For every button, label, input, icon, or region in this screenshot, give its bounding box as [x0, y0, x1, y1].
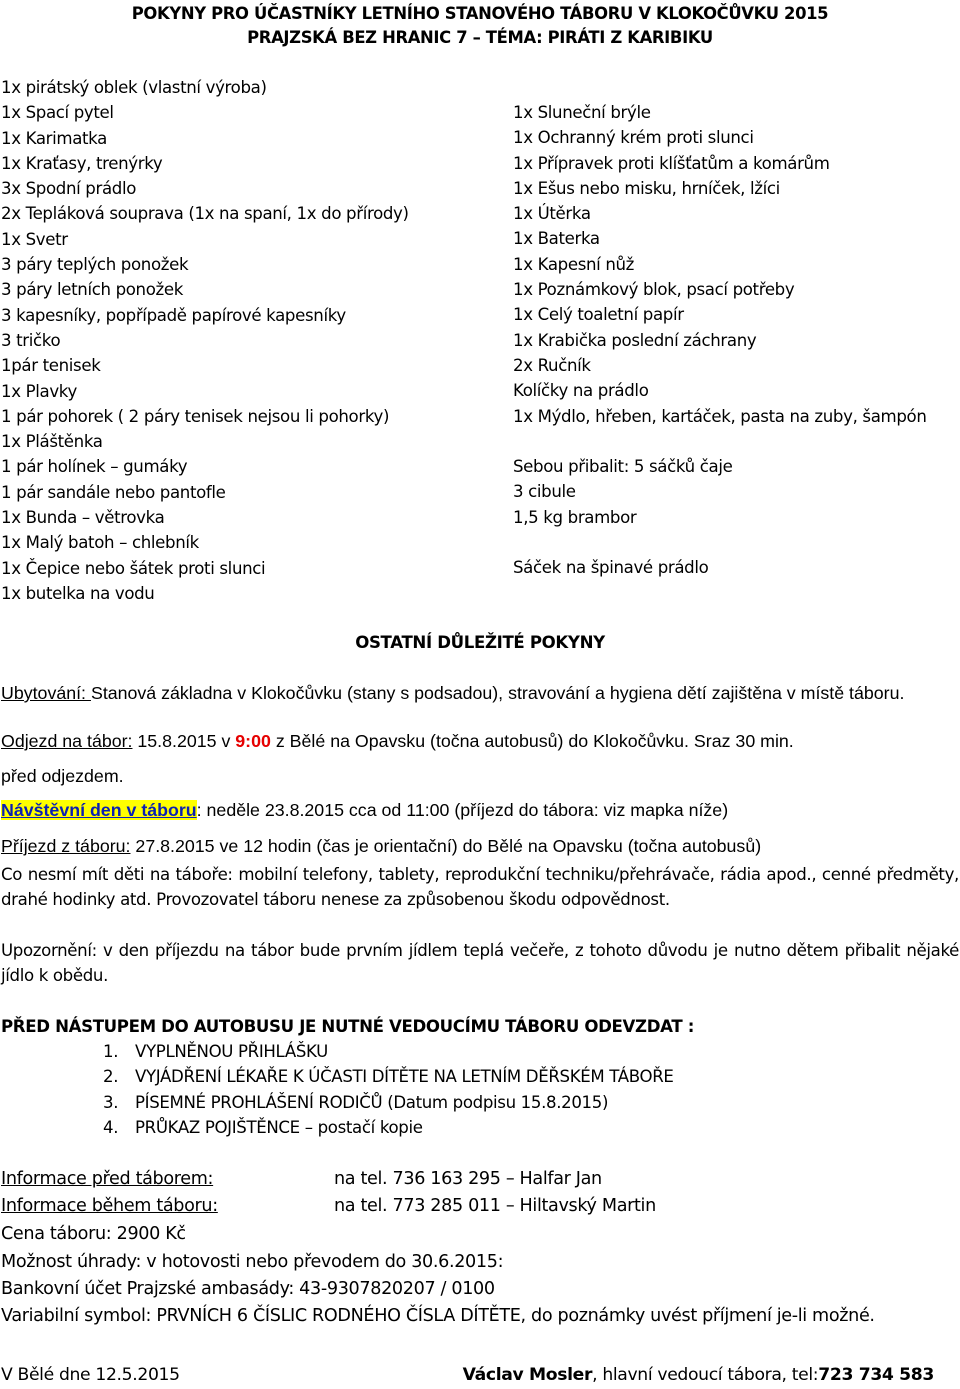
packing-item: 1x Svetr: [1, 229, 68, 249]
price: Cena táboru: 2900 Kč: [1, 1224, 186, 1244]
requirement-number: 3.: [103, 1092, 119, 1112]
packing-item: 1x Spací pytel: [1, 103, 114, 123]
packing-item: 1x Pláštěnka: [1, 432, 103, 452]
signature-phone: 723 734 583: [818, 1365, 934, 1385]
payment-options: Možnost úhrady: v hotovosti nebo převodem do 30.6.2015:: [1, 1252, 504, 1272]
requirement-item: [103, 1064, 674, 1089]
packing-item: 1x Mýdlo, hřeben, kartáček, pasta na zuby, šampón: [513, 406, 927, 426]
signature-name: Václav Mosler: [462, 1365, 593, 1385]
packing-item: Sáček na špinavé prádlo: [513, 558, 709, 578]
visit-day-label: Návštěvní den v táboru: [1, 800, 197, 820]
packing-item: Sebou přibalit: 5 sáčků čaje: [513, 457, 733, 477]
place-date: V Bělé dne 12.5.2015: [1, 1365, 180, 1385]
requirements-title: PŘED NÁSTUPEM DO AUTOBUSU JE NUTNÉ VEDOUCÍMU TÁBORU ODEVZDAT :: [1, 1017, 695, 1036]
requirement-text: PRŮKAZ POJIŠTĚNCE – postačí kopie: [135, 1117, 423, 1137]
packing-item: 3 cibule: [513, 482, 576, 502]
packing-item: 1x pirátský oblek (vlastní výroba): [1, 78, 267, 97]
requirement-number: 2.: [103, 1067, 119, 1087]
packing-item: 1 pár pohorek ( 2 páry tenisek nejsou li pohorky): [1, 406, 390, 426]
packing-item: 1x Baterka: [513, 229, 600, 249]
packing-item: 1x Plavky: [1, 381, 77, 401]
arrival-text: 27.8.2015 ve 12 hodin (čas je orientační) do Bělé na Opavsku (točna autobusů): [130, 836, 762, 856]
requirement-text: VYJÁDŘENÍ LÉKAŘE K ÚČASTI DÍTĚTE NA LETNÍM DĚŘSKÉM TÁBOŘE: [135, 1067, 674, 1087]
packing-item: 3 tričko: [1, 330, 61, 350]
arrival-label: Příjezd z táboru:: [1, 836, 131, 856]
packing-item: 3 páry teplých ponožek: [1, 255, 189, 275]
requirement-number: 1.: [103, 1042, 119, 1061]
packing-item: [513, 530, 927, 555]
packing-item: Kolíčky na prádlo: [513, 381, 649, 401]
forbidden-items-paragraph: Co nesmí mít děti na táboře: mobilní telefony, tablety, reprodukční techniku/přehrávače, rádia apod., cenné předměty, drahé hodinky atd. Provozovatel táboru nenese za způsobenou škodu odpovědnost.: [1, 865, 959, 910]
requirement-item: [103, 1115, 674, 1140]
packing-item: 1x Poznámkový blok, psací potřeby: [513, 280, 795, 300]
info-before-row: [1, 1166, 213, 1193]
packing-item: 1x Ochranný krém proti slunci: [513, 128, 754, 148]
document-title-line1: POKYNY PRO ÚČASTNÍKY LETNÍHO STANOVÉHO TÁBORU V KLOKOČŮVKU 2015: [131, 4, 829, 23]
packing-item: 1x butelka na vodu: [1, 583, 155, 603]
departure-time: 9:00: [235, 731, 271, 751]
requirement-text: PÍSEMNÉ PROHLÁŠENÍ RODIČŮ (Datum podpisu 15.8.2015): [135, 1092, 609, 1112]
packing-item: 1x Celý toaletní papír: [513, 305, 684, 325]
signature-role: , hlavní vedoucí tábora, tel:: [592, 1365, 819, 1385]
packing-item: 3 kapesníky, popřípadě papírové kapesníky: [1, 305, 346, 325]
departure-label: Odjezd na tábor:: [1, 731, 133, 751]
packing-item: 1x Bunda – větrovka: [1, 508, 165, 528]
packing-item: 1x Malý batoh – chlebník: [1, 533, 199, 553]
other-instructions-title: OSTATNÍ DŮLEŽITÉ POKYNY: [355, 633, 605, 652]
packing-item: 1x Přípravek proti klíšťatům a komárům: [513, 153, 830, 173]
departure-date: 15.8.2015 v: [132, 731, 236, 751]
info-during-label: Informace během táboru:: [1, 1196, 218, 1216]
packing-item: 1x Krabička poslední záchrany: [513, 330, 757, 350]
packing-item: 1 pár sandále nebo pantofle: [1, 482, 226, 502]
departure-place: z Bělé na Opavsku (točna autobusů) do Klokočůvku. Sraz 30 min.: [270, 731, 794, 751]
packing-item: 3x Spodní prádlo: [1, 179, 137, 199]
requirement-text: VYPLNĚNOU PŘIHLÁŠKU: [135, 1042, 328, 1061]
packing-item: 1pár tenisek: [1, 356, 101, 376]
requirements-list: [103, 1039, 674, 1140]
info-before-value: na tel. 736 163 295 – Halfar Jan: [334, 1169, 602, 1189]
packing-item: 1x Ešus nebo misku, hrníček, lžíci: [513, 178, 780, 198]
departure-line2: před odjezdem.: [1, 766, 124, 786]
packing-item: 3 páry letních ponožek: [1, 280, 184, 300]
packing-item: 1 pár holínek – gumáky: [1, 457, 188, 477]
accommodation-paragraph: [1, 682, 959, 705]
packing-item: 2x Ručník: [513, 355, 591, 375]
packing-item: [513, 429, 927, 454]
info-during-row: [1, 1193, 218, 1220]
packing-item: 1x Útěrka: [513, 204, 591, 224]
packing-item: 1x Kapesní nůž: [513, 254, 635, 274]
requirement-number: 4.: [103, 1117, 119, 1137]
requirement-item: [103, 1039, 674, 1064]
visit-day-text: : neděle 23.8.2015 cca od 11:00 (příjezd do tábora: viz mapka níže): [196, 800, 729, 820]
packing-item: 1x Sluneční brýle: [513, 103, 651, 122]
accommodation-text: Stanová základna v Klokočůvku (stany s podsadou), stravování a hygiena dětí zajištěna v místě táboru.: [90, 683, 905, 703]
signature: [463, 1362, 934, 1388]
packing-list-right: [513, 100, 927, 581]
packing-item: 2x Tepláková souprava (1x na spaní, 1x do přírody): [1, 204, 409, 224]
variable-symbol: Variabilní symbol: PRVNÍCH 6 ČÍSLIC RODNÉHO ČÍSLA DÍTĚTE, do poznámky uvést příjmení je-li možné.: [1, 1306, 875, 1326]
departure-line: [1, 729, 794, 753]
bank-account: Bankovní účet Prajzské ambasády: 43-9307820207 / 0100: [1, 1279, 495, 1299]
packing-item: 1x Karimatka: [1, 128, 107, 148]
document-title-line2: PRAJZSKÁ BEZ HRANIC 7 – TÉMA: PIRÁTI Z KARIBIKU: [247, 28, 713, 47]
accommodation-label: Ubytování:: [1, 683, 91, 703]
requirement-item: [103, 1090, 674, 1115]
packing-item: 1x Čepice nebo šátek proti slunci: [1, 558, 266, 578]
packing-list-left: [1, 75, 409, 606]
info-during-value: na tel. 773 285 011 – Hiltavský Martin: [334, 1196, 656, 1216]
visit-day-line: [1, 798, 728, 822]
packing-item: 1x Kraťasy, trenýrky: [1, 153, 163, 173]
arrival-line: [1, 834, 761, 858]
info-before-label: Informace před táborem:: [1, 1169, 214, 1189]
lunch-warning-paragraph: Upozornění: v den příjezdu na tábor bude prvním jídlem teplá večeře, z tohoto důvodu je nutno dětem přibalit nějaké jídlo k obědu.: [1, 941, 959, 986]
packing-item: 1,5 kg brambor: [513, 507, 637, 527]
